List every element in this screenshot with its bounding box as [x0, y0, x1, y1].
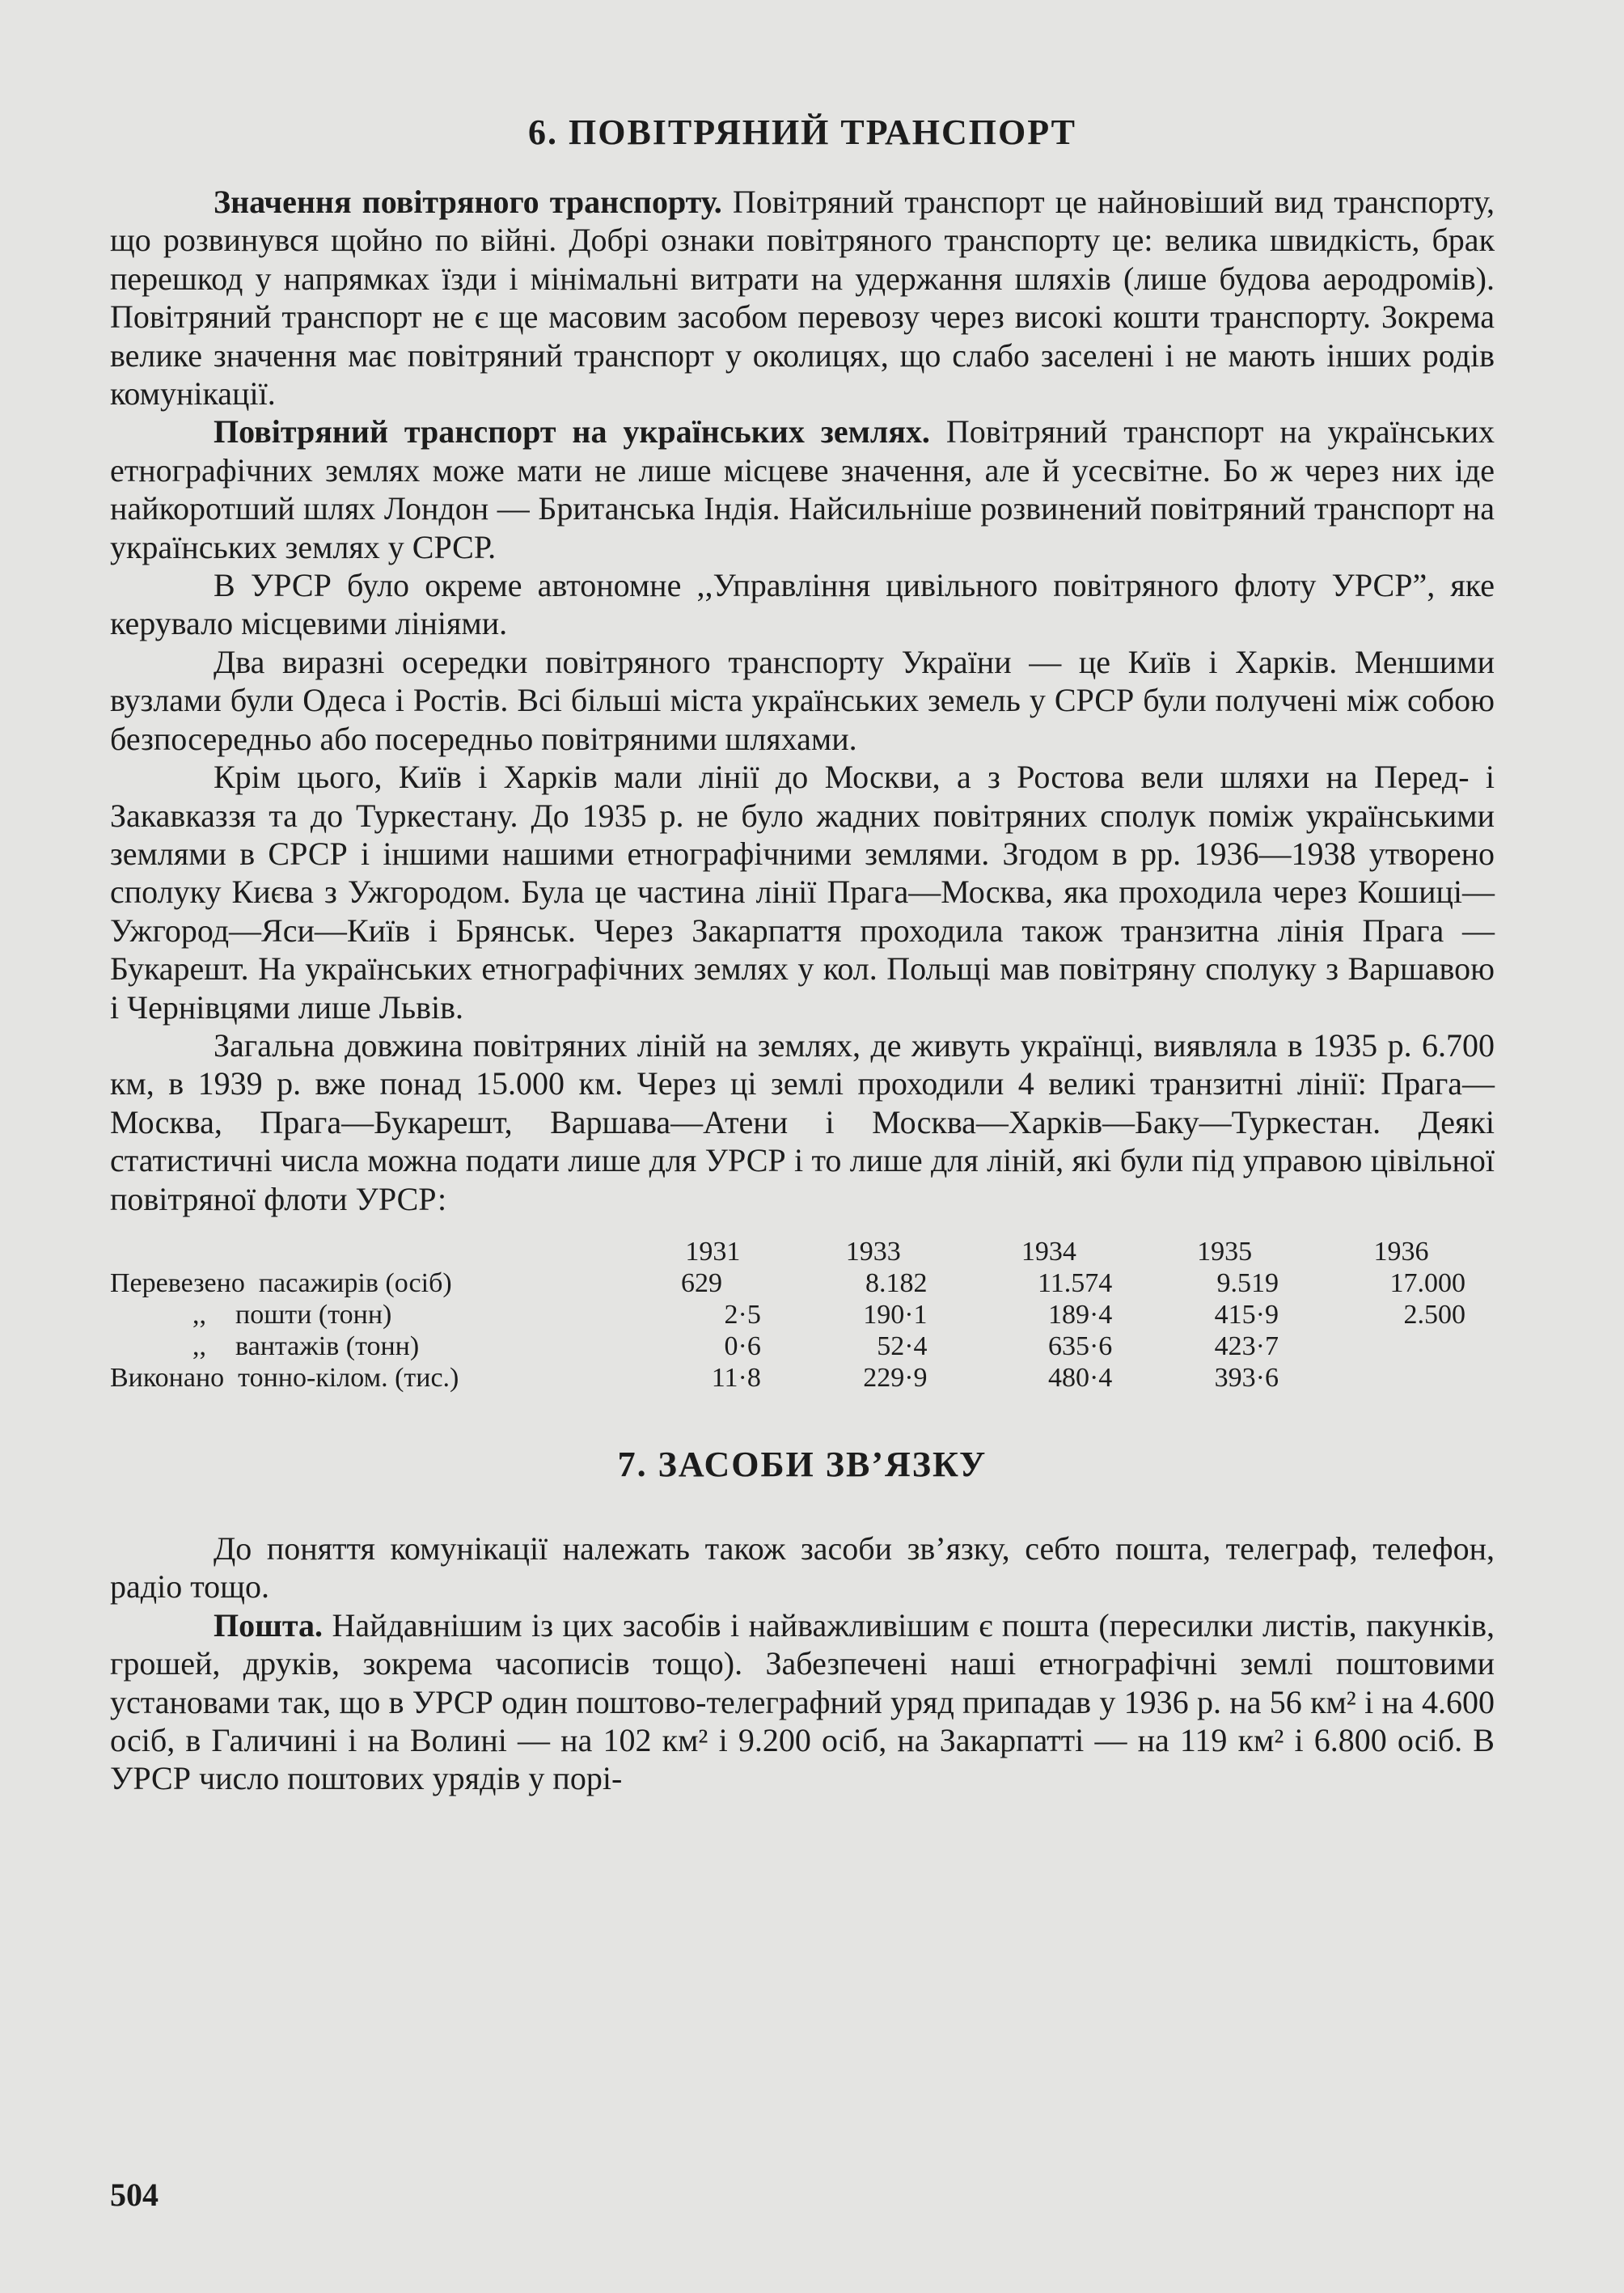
section-6-title: 6. ПОВІТРЯНИЙ ТРАНСПОРТ — [528, 112, 1076, 152]
table-cell: 629 — [681, 1267, 722, 1298]
table-cell: 635·6 — [1047, 1331, 1113, 1361]
table-cell: 11·8 — [711, 1362, 761, 1393]
table-cell — [1308, 1331, 1495, 1362]
paragraph-lead: Значення повітряного транспорту. — [214, 184, 722, 220]
year-header: 1934 — [1021, 1236, 1076, 1267]
table-row — [110, 1267, 1495, 1299]
table-header-row — [110, 1236, 1495, 1267]
table-cell — [1308, 1362, 1495, 1394]
table-cell: 17.000 — [1389, 1267, 1465, 1298]
paragraph-communication-means: До поняття комунікації належать також засоби зв’язку, себто пошта, телеграф, телефон, радіо тощо. — [110, 1529, 1495, 1606]
table-cell: 0·6 — [724, 1331, 761, 1361]
paragraph-lead: Пошта. — [214, 1606, 324, 1644]
page-content — [110, 97, 1495, 1798]
paragraph-air-transport-importance — [110, 183, 1495, 412]
table-cell: 9.519 — [1216, 1267, 1279, 1298]
paragraph-total-length: Загальна довжина повітряних ліній на землях, де живуть українці, виявляла в 1935 р. 6.700 км, в 1939 р. вже понад 15.000 км. Через ці землі проходили 4 великі транзитні лінії: Прага—Москва, Прага—Букарешт, Варшава—Атени і Москва—Харків—Баку—Туркестан. Деякі статистичні числа можна подати лише для УРСР і то лише для ліній, які були під управою цівільної повітряної флоти УРСР: — [110, 1026, 1495, 1217]
page-number: 504 — [110, 2177, 159, 2213]
table-cell: 52·4 — [877, 1331, 928, 1361]
table-cell: 11.574 — [1038, 1267, 1113, 1298]
table-cell: 480·4 — [1047, 1362, 1113, 1393]
year-header: 1936 — [1373, 1236, 1429, 1267]
paragraph-routes: Крім цього, Київ і Харків мали лінії до Москви, а з Ростова вели шляхи на Перед- і Закавказзя та до Туркестану. До 1935 р. не було жадних повітряних сполук поміж українськими землями в СРСР і іншими нашими етнографічними землями. Згодом в рр. 1936—1938 утворено сполуку Києва з Ужгородом. Була це частина лінії Прага—Москва, яка проходила через Кошиці—Ужгород—Яси—Київ і Брянськ. Через Закарпаття проходила також транзитна лінія Прага — Букарешт. На українських етнографічних землях у кол. Польщі мав повітряну сполуку з Варшавою і Чернівцями лише Львів. — [110, 759, 1495, 1026]
paragraph-civil-fleet: В УРСР було окреме автономне ,,Управління цивільного повітряного флоту УРСР”, яке керувало місцевими лініями. — [110, 567, 1495, 642]
table-cell: 190·1 — [863, 1299, 928, 1330]
row-label: ,, пошти (тонн) — [192, 1299, 392, 1330]
year-header: 1935 — [1197, 1236, 1253, 1267]
row-label: Виконано тонно-кілом. (тис.) — [110, 1362, 459, 1393]
paragraph-post — [110, 1606, 1495, 1798]
year-header: 1933 — [845, 1236, 901, 1267]
table-cell: 8.182 — [865, 1267, 928, 1298]
paragraph-lead: Повітряний транспорт на українських землях. — [214, 413, 930, 451]
paragraph-text: Повітряний транспорт це найновіший вид транспорту, що розвинувся щойно по війні. Добрі ознаки повітряного транспорту це: велика швидкість, брак перешкод у напрямках їзди і мінімальні витрати на удержання шляхів (лише будова аеродромів). Повітряний транспорт не є ще масовим засобом перевозу через високі кошти транспорту. Зокрема велике значення має повітряний транспорт у околицях, що слабо заселені і не мають інших родів комунікації. — [110, 184, 1495, 412]
row-label: ,, вантажів (тонн) — [192, 1331, 420, 1361]
year-header: 1931 — [685, 1236, 741, 1267]
paragraph-centers: Два виразні осередки повітряного транспорту України — це Київ і Харків. Меншими вузлами були Одеса і Ростів. Всі більші міста українських земель у СРСР були получені між собою безпосередньо або посередньо повітряними шляхами. — [110, 643, 1495, 757]
table-cell: 393·6 — [1214, 1362, 1279, 1393]
paragraph-air-transport-ukraine — [110, 412, 1495, 566]
table-cell: 2.500 — [1403, 1299, 1465, 1330]
statistics-table — [110, 1236, 1495, 1394]
table-cell: 2·5 — [724, 1299, 761, 1330]
row-label: Перевезено пасажирів (осіб) — [110, 1267, 452, 1298]
section-7-title: 7. ЗАСОБИ ЗВ’ЯЗКУ — [617, 1444, 988, 1484]
paragraph-text: Повітряний транспорт на українських етнографічних землях може мати не лише місцеве значення, але й усесвітне. Бо ж через них іде найкоротший шлях Лондон — Британська Індія. Найсильніше розвинений повітряний транспорт на українських землях у СРСР. — [110, 413, 1495, 565]
table-cell: 189·4 — [1047, 1299, 1113, 1330]
paragraph-text: Найдавнішим із цих засобів і найважливішим є пошта (пересилки листів, пакунків, грошей, друків, зокрема часописів тощо). Забезпечені наші етнографічні землі поштовими установами так, що в УРСР один поштово-телеграфний уряд припадав у 1936 р. на 56 км² і на 4.600 осіб, в Галичині і на Волині — на 102 км² і 9.200 осіб, на Закарпатті — на 119 км² і 6.800 осіб. В УРСР число поштових урядів у порі- — [110, 1606, 1495, 1797]
table-row — [110, 1299, 1495, 1331]
table-row — [110, 1331, 1495, 1362]
table-row — [110, 1362, 1495, 1394]
table-cell: 415·9 — [1214, 1299, 1279, 1330]
table-cell: 229·9 — [863, 1362, 928, 1393]
table-cell: 423·7 — [1214, 1331, 1279, 1361]
